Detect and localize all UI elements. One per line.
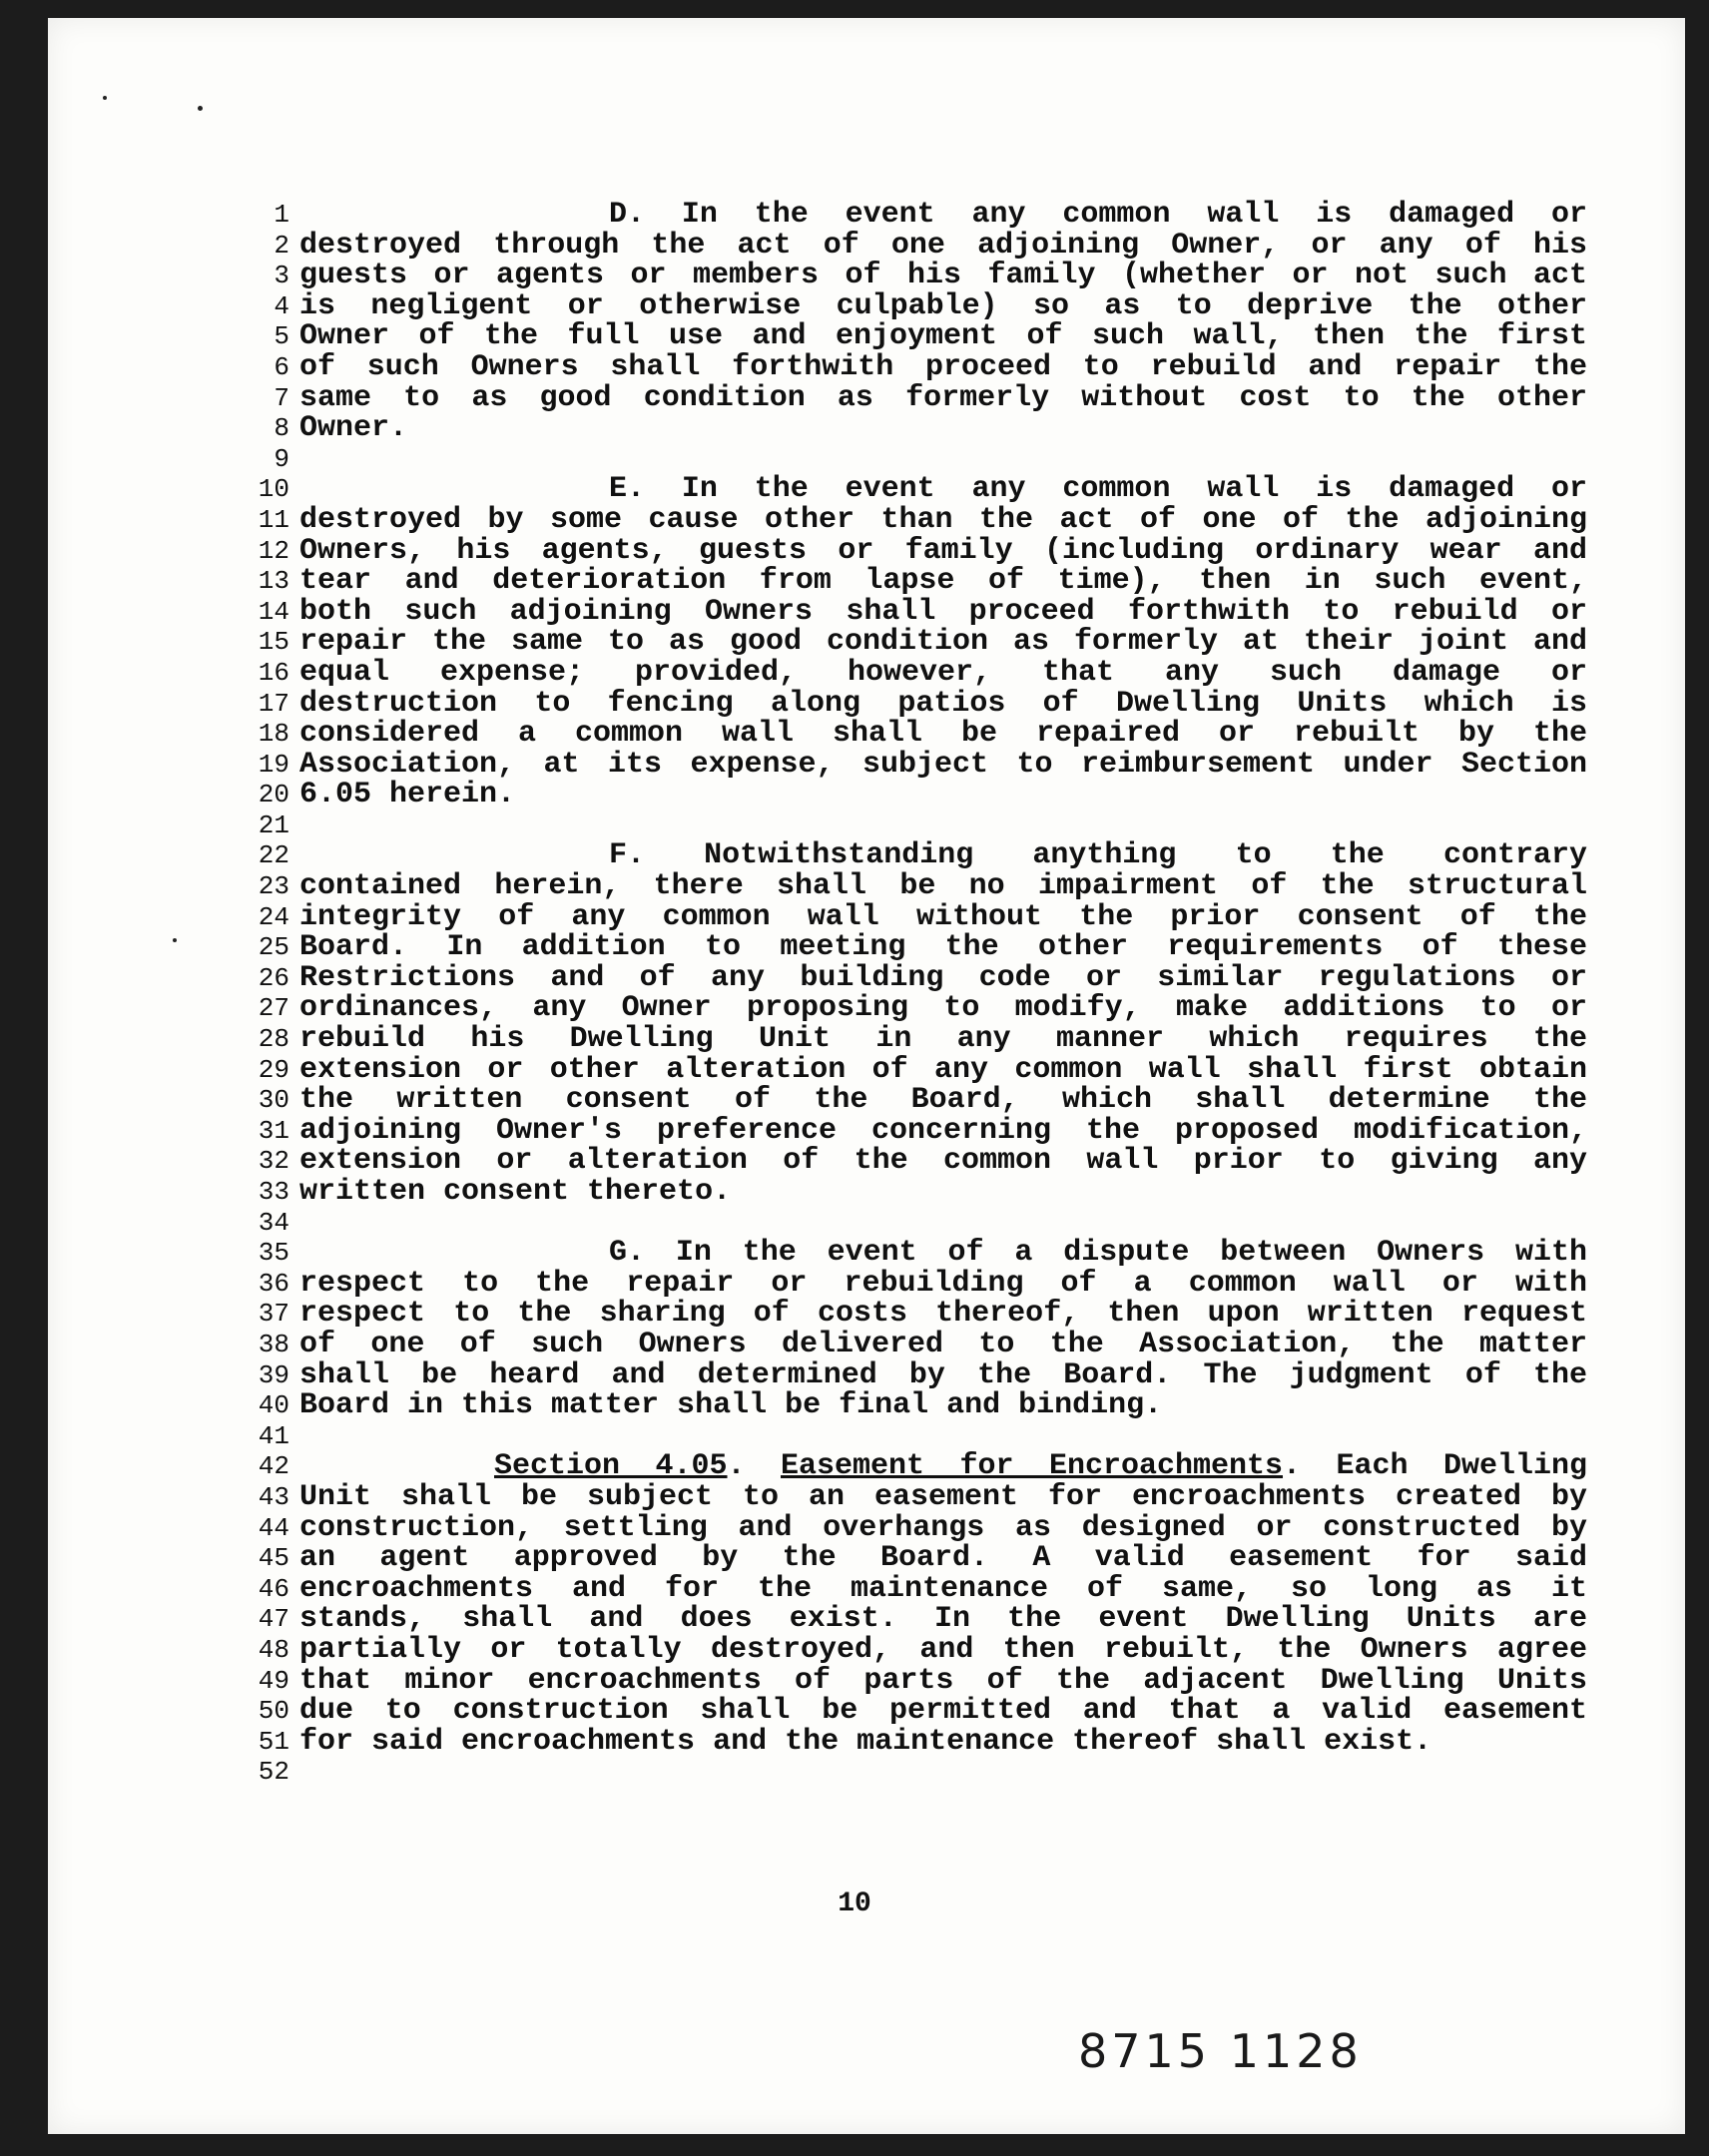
line-number: 3 <box>274 261 289 291</box>
line-number: 37 <box>258 1299 289 1330</box>
paragraph-g-line: respect to the sharing of costs thereof, then upon written request <box>299 1299 1587 1330</box>
line-number: 32 <box>258 1146 289 1177</box>
paragraph-d-line: same to as good condition as formerly without cost to the other <box>299 382 1587 414</box>
paragraph-e-line: E. In the event any common wall is damaged or <box>609 474 1587 505</box>
section-line: due to construction shall be permitted and that a valid easement <box>299 1696 1587 1727</box>
line-number: 19 <box>258 749 289 780</box>
blank-line <box>299 810 1587 841</box>
line-number: 52 <box>258 1757 289 1788</box>
line-number: 29 <box>258 1054 289 1085</box>
line-number: 17 <box>258 688 289 719</box>
section-heading-line: Section 4.05. Easement for Encroachments. Each Dwelling <box>494 1451 1587 1482</box>
paragraph-e-line: destroyed by some cause other than the act of one of the adjoining <box>299 504 1587 536</box>
line-number: 24 <box>258 901 289 932</box>
section-line: construction, settling and overhangs as designed or constructed by <box>299 1512 1587 1544</box>
section-line: partially or totally destroyed, and then rebuilt, the Owners agree <box>299 1634 1587 1666</box>
line-number: 12 <box>258 535 289 566</box>
line-number: 44 <box>258 1512 289 1543</box>
line-number: 43 <box>258 1481 289 1512</box>
line-number: 36 <box>258 1268 289 1299</box>
paragraph-f-line: adjoining Owner's preference concerning the proposed modification, <box>299 1115 1587 1147</box>
line-number: 47 <box>258 1604 289 1635</box>
line-number: 31 <box>258 1115 289 1146</box>
section-line: stands, shall and does exist. In the event Dwelling Units are <box>299 1604 1587 1635</box>
page-number: 10 <box>838 1888 871 1919</box>
paragraph-f-line: ordinances, any Owner proposing to modify, make additions to or <box>299 993 1587 1025</box>
line-number: 51 <box>258 1726 289 1757</box>
blank-line <box>299 444 1587 475</box>
line-number: 26 <box>258 962 289 993</box>
paragraph-d-line: Owner. <box>299 413 408 444</box>
line-number: 28 <box>258 1024 289 1055</box>
line-number: 48 <box>258 1634 289 1665</box>
paragraph-d-line: Owner of the full use and enjoyment of such wall, then the first <box>299 321 1587 352</box>
line-number: 23 <box>258 871 289 902</box>
paragraph-f-line: written consent thereto. <box>299 1177 732 1208</box>
paragraph-e-line: both such adjoining Owners shall proceed forthwith to rebuild or <box>299 596 1587 628</box>
line-number: 8 <box>274 413 289 444</box>
line-number: 50 <box>258 1696 289 1727</box>
paragraph-d-line: is negligent or otherwise culpable) so as to deprive the other <box>299 290 1587 322</box>
scan-speck <box>103 96 107 100</box>
line-number: 38 <box>258 1329 289 1359</box>
line-number: 10 <box>258 474 289 505</box>
paragraph-d-line: destroyed through the act of one adjoining Owner, or any of his <box>299 230 1587 262</box>
paragraph-g-line: respect to the repair or rebuilding of a common wall or with <box>299 1268 1587 1300</box>
document-body <box>299 200 1587 1788</box>
line-number: 40 <box>258 1390 289 1421</box>
blank-line <box>299 1421 1587 1452</box>
section-title: Easement for Encroachments <box>781 1451 1284 1482</box>
line-number: 21 <box>258 809 289 840</box>
paragraph-e-line: destruction to fencing along patios of Dwelling Units which is <box>299 688 1587 720</box>
line-number: 41 <box>258 1420 289 1451</box>
line-number: 45 <box>258 1543 289 1574</box>
section-line: that minor encroachments of parts of the adjacent Dwelling Units <box>299 1665 1587 1697</box>
section-line: for said encroachments and the maintenance thereof shall exist. <box>299 1726 1432 1758</box>
section-first-line-rest: Each Dwelling <box>1336 1451 1587 1482</box>
line-number: 5 <box>274 321 289 352</box>
line-number-column <box>190 200 289 1788</box>
paragraph-f-line: contained herein, there shall be no impairment of the structural <box>299 871 1587 902</box>
paragraph-g-line: of one of such Owners delivered to the Association, the matter <box>299 1329 1587 1360</box>
line-number: 35 <box>258 1238 289 1269</box>
paragraph-d-line: D. In the event any common wall is damaged or <box>609 200 1587 231</box>
line-number: 25 <box>258 932 289 963</box>
line-number: 11 <box>258 504 289 535</box>
line-number: 39 <box>258 1359 289 1390</box>
paragraph-e-line: 6.05 herein. <box>299 780 516 810</box>
line-number: 33 <box>258 1177 289 1207</box>
paragraph-f-line: F. Notwithstanding anything to the contrary <box>609 840 1587 872</box>
line-number: 30 <box>258 1085 289 1116</box>
line-number: 9 <box>274 443 289 474</box>
paragraph-g-line: Board in this matter shall be final and binding. <box>299 1390 1163 1421</box>
line-number: 34 <box>258 1207 289 1238</box>
line-number: 6 <box>274 351 289 382</box>
paragraph-e-line: equal expense; provided, however, that any such damage or <box>299 657 1587 689</box>
paragraph-f-line: the written consent of the Board, which shall determine the <box>299 1085 1587 1116</box>
scan-speck <box>198 106 203 111</box>
paragraph-f-line: extension or other alteration of any common wall shall first obtain <box>299 1054 1587 1086</box>
paragraph-d-line: of such Owners shall forthwith proceed to rebuild and repair the <box>299 351 1587 383</box>
line-number: 22 <box>258 840 289 871</box>
paragraph-g-line: G. In the event of a dispute between Owners with <box>609 1238 1587 1269</box>
section-number: Section 4.05 <box>494 1451 728 1482</box>
section-line: encroachments and for the maintenance of same, so long as it <box>299 1573 1587 1605</box>
paragraph-f-line: extension or alteration of the common wall prior to giving any <box>299 1146 1587 1177</box>
paragraph-e-line: Owners, his agents, guests or family (including ordinary wear and <box>299 535 1587 567</box>
blank-line <box>299 1757 1587 1788</box>
paragraph-f-line: Restrictions and of any building code or similar regulations or <box>299 962 1587 994</box>
blank-line <box>299 1208 1587 1239</box>
paragraph-e-line: considered a common wall shall be repaired or rebuilt by the <box>299 719 1587 750</box>
document-code: 8715 1128 <box>1078 2024 1363 2078</box>
line-number: 16 <box>258 657 289 688</box>
line-number: 7 <box>274 382 289 413</box>
section-line: Unit shall be subject to an easement for encroachments created by <box>299 1481 1587 1513</box>
paragraph-f-line: Board. In addition to meeting the other requirements of these <box>299 932 1587 963</box>
line-number: 18 <box>258 719 289 750</box>
line-number: 2 <box>274 230 289 261</box>
line-number: 42 <box>258 1451 289 1482</box>
line-number: 15 <box>258 627 289 658</box>
paragraph-e-line: tear and deterioration from lapse of time), then in such event, <box>299 566 1587 597</box>
line-number: 14 <box>258 596 289 627</box>
scan-speck <box>173 938 177 942</box>
section-line: an agent approved by the Board. A valid easement for said <box>299 1543 1587 1574</box>
line-number: 49 <box>258 1665 289 1696</box>
line-number: 20 <box>258 780 289 810</box>
line-number: 4 <box>274 290 289 321</box>
line-number: 46 <box>258 1573 289 1604</box>
paragraph-d-line: guests or agents or members of his family (whether or not such act <box>299 261 1587 291</box>
line-number: 1 <box>274 200 289 230</box>
paragraph-f-line: integrity of any common wall without the prior consent of the <box>299 901 1587 933</box>
paragraph-e-line: repair the same to as good condition as formerly at their joint and <box>299 627 1587 658</box>
line-number: 13 <box>258 566 289 597</box>
paragraph-e-line: Association, at its expense, subject to reimbursement under Section <box>299 749 1587 781</box>
paragraph-g-line: shall be heard and determined by the Board. The judgment of the <box>299 1359 1587 1391</box>
paragraph-f-line: rebuild his Dwelling Unit in any manner which requires the <box>299 1024 1587 1055</box>
line-number: 27 <box>258 993 289 1024</box>
